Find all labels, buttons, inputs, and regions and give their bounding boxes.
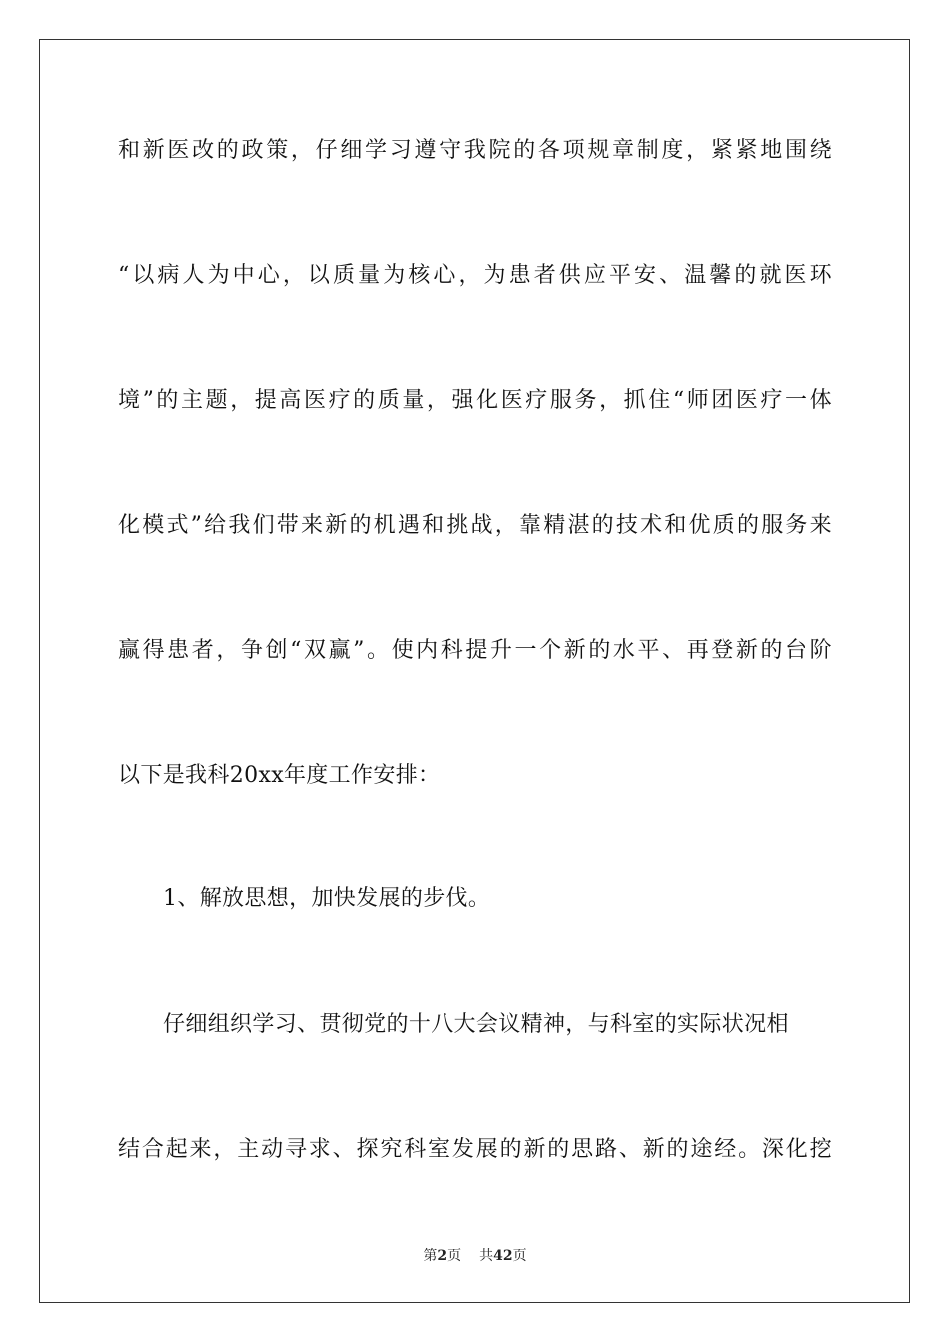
page-footer xyxy=(0,1247,950,1265)
footer-page-suffix: 页 xyxy=(447,1248,462,1264)
body-line-1: 和新医改的政策，仔细学习遵守我院的各项规章制度，紧紧地围绕 xyxy=(118,138,832,163)
body-line-9: 结合起来，主动寻求、探究科室发展的新的思路、新的途经。深化挖 xyxy=(118,1137,832,1162)
footer-page-prefix: 第 xyxy=(423,1248,438,1264)
body-line-8: 仔细组织学习、贯彻党的十八大会议精神，与科室的实际状况相 xyxy=(163,1012,789,1037)
footer-page-number: 2 xyxy=(437,1248,448,1264)
footer-total-pages: 42 xyxy=(493,1248,513,1264)
footer-total-prefix: 共 xyxy=(479,1248,494,1264)
body-line-4: 化模式”给我们带来新的机遇和挑战，靠精湛的技术和优质的服务来 xyxy=(118,513,832,538)
body-line-6: 以下是我科20xx年度工作安排： xyxy=(118,763,441,788)
footer-total-suffix: 页 xyxy=(512,1248,527,1264)
page-frame xyxy=(39,39,910,1303)
section-heading: 1、解放思想，加快发展的步伐。 xyxy=(163,886,491,911)
body-line-5: 赢得患者，争创“双赢”。使内科提升一个新的水平、再登新的台阶 xyxy=(118,638,832,663)
body-line-2: “以病人为中心，以质量为核心，为患者供应平安、温馨的就医环 xyxy=(118,263,832,288)
body-line-3: 境”的主题，提高医疗的质量，强化医疗服务，抓住“师团医疗一体 xyxy=(118,388,832,413)
